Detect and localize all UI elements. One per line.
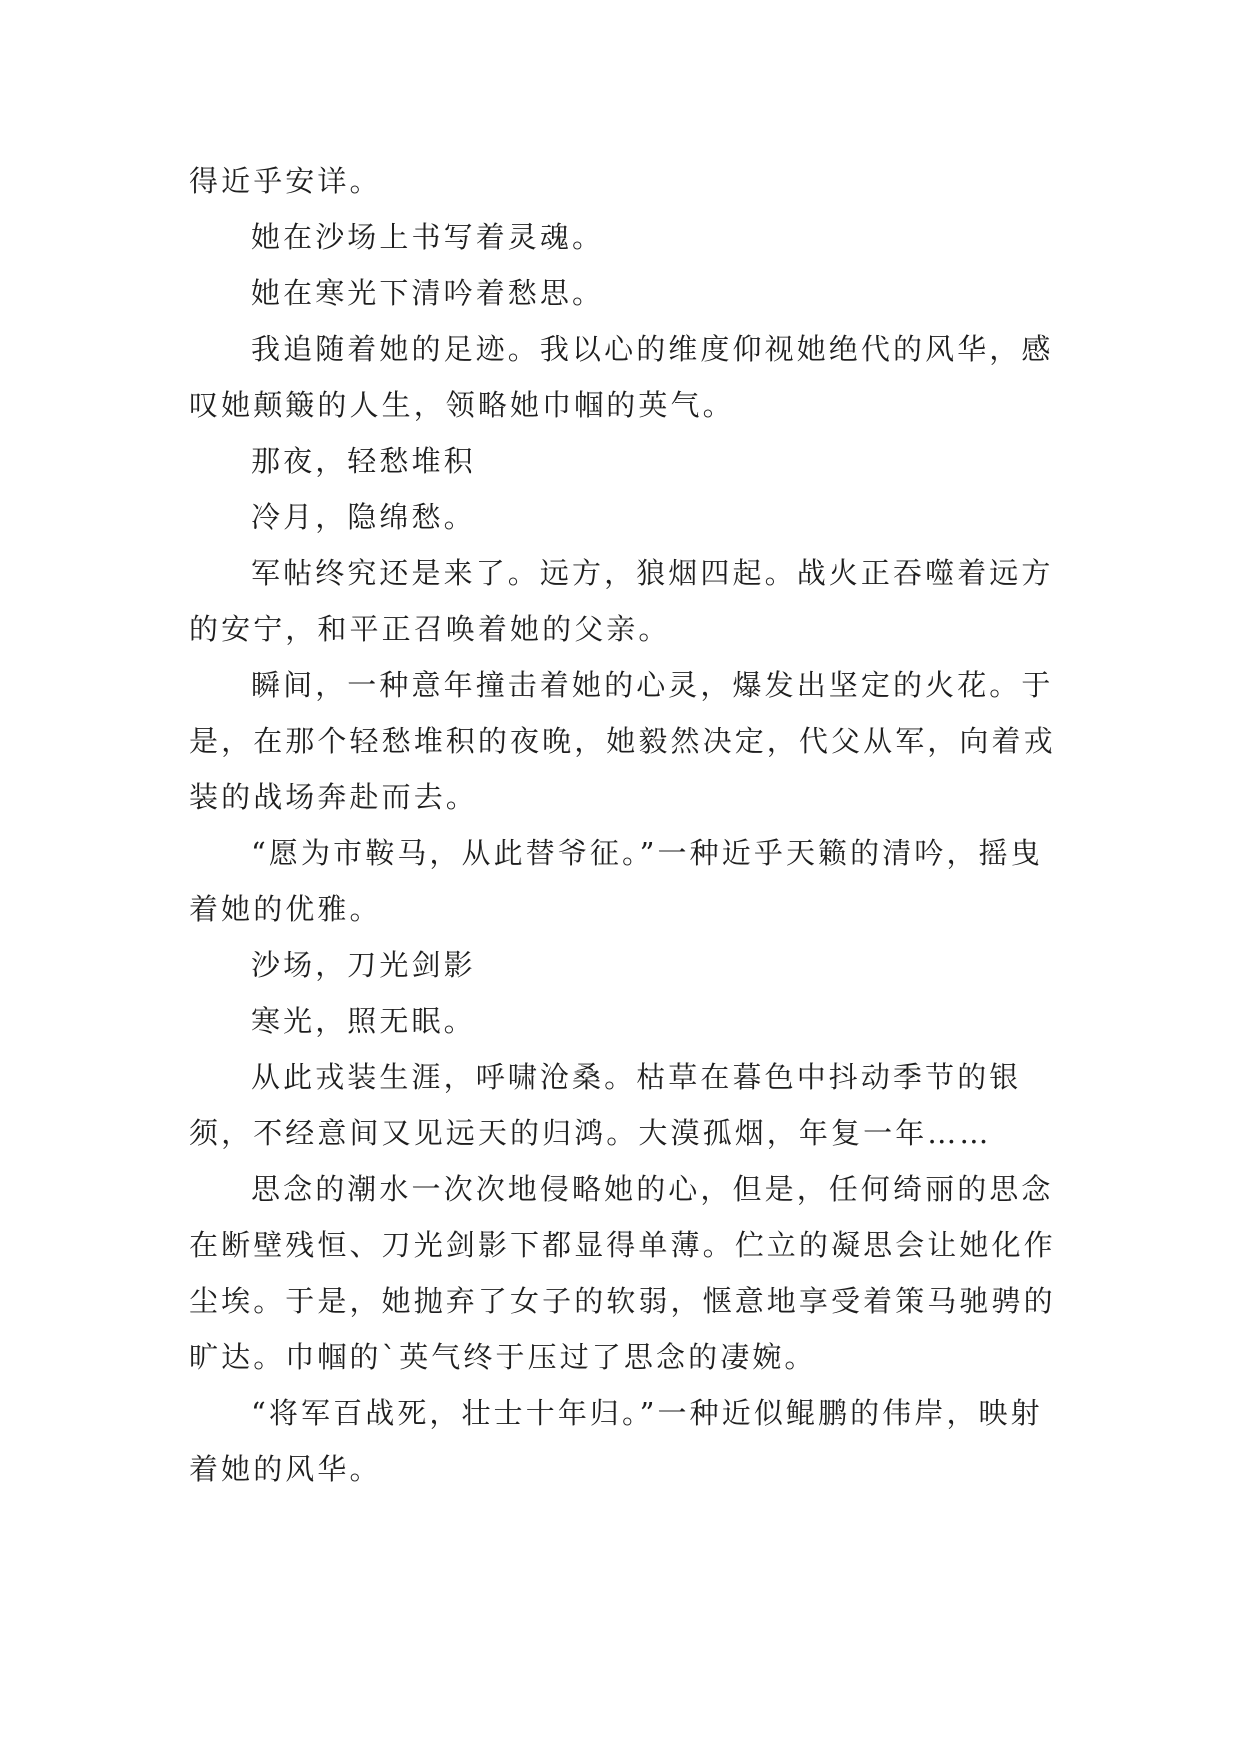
paragraph: 她在寒光下清吟着愁思。 (251, 276, 605, 310)
paragraph: 她在沙场上书写着灵魂。 (251, 220, 605, 254)
paragraph: 瞬间，一种意年撞击着她的心灵，爆发出坚定的火花。于是，在那个轻愁堆积的夜晚，她毅然决定，代父从军，向着戎装的战场奔赴而去。 (189, 668, 1056, 814)
paragraph: 军帖终究还是来了。远方，狼烟四起。战火正吞噬着远方的安宁，和平正召唤着她的父亲。 (189, 556, 1054, 646)
paragraph: 寒光，照无眠。 (251, 1004, 476, 1038)
paragraph: 我追随着她的足迹。我以心的维度仰视她绝代的风华，感叹她颠簸的人生，领略她巾帼的英气。 (189, 332, 1054, 422)
paragraph: 思念的潮水一次次地侵略她的心，但是，任何绮丽的思念在断壁残恒、刀光剑影下都显得单薄。伫立的凝思会让她化作尘埃。于是，她抛弃了女子的软弱，惬意地享受着策马驰骋的旷达。巾帼的`英气终于压过了思念的凄婉。 (189, 1172, 1056, 1374)
paragraph: 得近乎安详。 (189, 164, 382, 198)
paragraph: 那夜，轻愁堆积 (251, 444, 476, 478)
paragraph: “愿为市鞍马，从此替爷征。”一种近乎天籁的清吟，摇曳着她的优雅。 (189, 836, 1043, 926)
document-body (189, 153, 1069, 1497)
paragraph: 从此戎装生涯，呼啸沧桑。枯草在暮色中抖动季节的银须，不经意间又见远天的归鸿。大漠孤烟，年复一年…… (189, 1060, 1022, 1150)
paragraph: 冷月，隐绵愁。 (251, 500, 476, 534)
paragraph: “将军百战死，壮士十年归。”一种近似鲲鹏的伟岸，映射着她的风华。 (189, 1396, 1043, 1486)
paragraph: 沙场，刀光剑影 (251, 948, 476, 982)
